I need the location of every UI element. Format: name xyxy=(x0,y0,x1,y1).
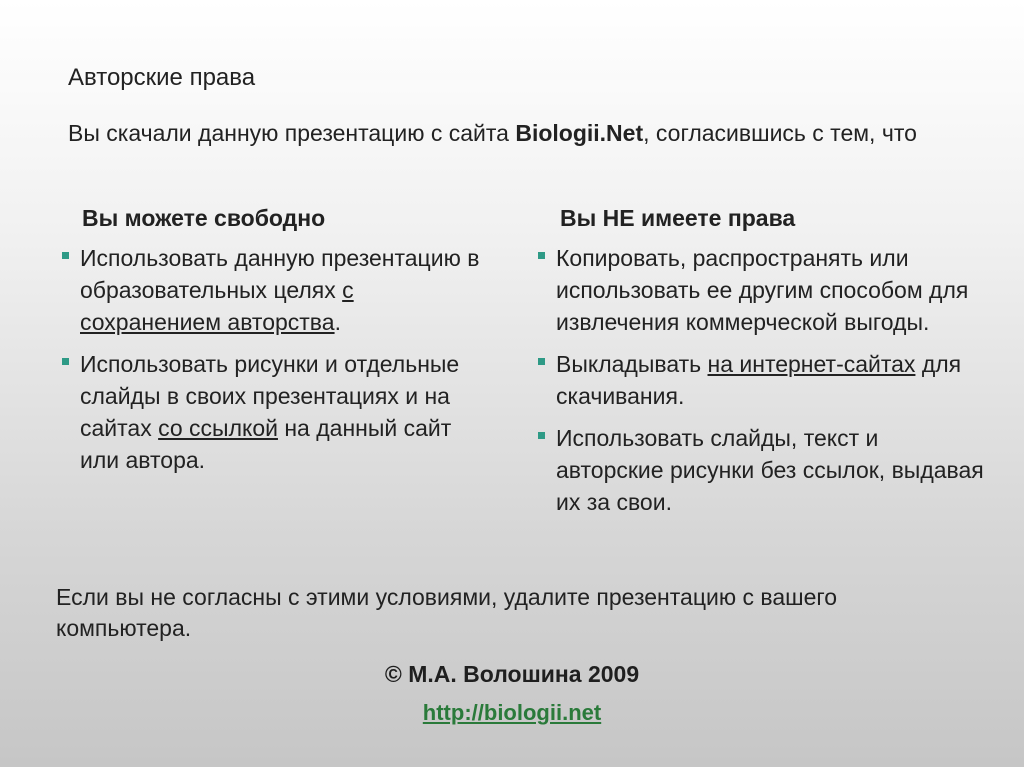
allowed-heading: Вы можете свободно xyxy=(82,205,326,231)
item-text-end: для скачивания. xyxy=(556,351,962,409)
item-underlined-text: со ссылкой xyxy=(158,415,278,441)
warning-text: Если вы не согласны с этими условиями, удалите презентацию с вашего компьютера. xyxy=(56,584,838,641)
item-text-end: на данный сайт или автора. xyxy=(80,415,452,473)
allowed-column xyxy=(62,202,492,486)
intro-site-name: Biologii.Net xyxy=(515,120,644,146)
item-text: Использовать слайды, текст и авторские рисунки без ссылок, выдавая их за свои. xyxy=(556,425,984,515)
intro-after: , согласившись с тем, что xyxy=(643,120,917,146)
intro-before: Вы скачали данную презентацию с сайта xyxy=(68,120,516,146)
list-item xyxy=(538,422,988,518)
copyright-text: © М.А. Волошина 2009 xyxy=(384,661,640,687)
square-bullet-icon xyxy=(538,432,545,439)
list-item xyxy=(62,242,492,338)
list-item xyxy=(62,348,492,476)
forbidden-heading: Вы НЕ имеете права xyxy=(560,205,796,231)
site-link-container xyxy=(0,700,1024,726)
allowed-list xyxy=(62,242,492,476)
item-text: Использовать данную презентацию в образовательных целях xyxy=(80,245,480,303)
forbidden-column xyxy=(538,202,988,528)
intro-text xyxy=(68,118,988,149)
item-text: Выкладывать xyxy=(556,351,708,377)
item-text: Копировать, распространять или использовать ее другим способом для извлечения коммерческой выгоды. xyxy=(556,245,969,335)
site-link[interactable]: http://biologii.net xyxy=(422,700,602,725)
square-bullet-icon xyxy=(62,358,69,365)
forbidden-list xyxy=(538,242,988,518)
item-underlined-text: с сохранением авторства xyxy=(80,277,354,335)
item-underlined-text: на интернет-сайтах xyxy=(707,351,916,377)
square-bullet-icon xyxy=(62,252,69,259)
item-text: Использовать рисунки и отдельные слайды в своих презентациях и на сайтах xyxy=(80,351,460,441)
list-item xyxy=(538,348,988,412)
square-bullet-icon xyxy=(538,252,545,259)
square-bullet-icon xyxy=(538,358,545,365)
list-item xyxy=(538,242,988,338)
slide-title: Авторские права xyxy=(68,64,256,91)
item-text-end: . xyxy=(334,309,341,335)
